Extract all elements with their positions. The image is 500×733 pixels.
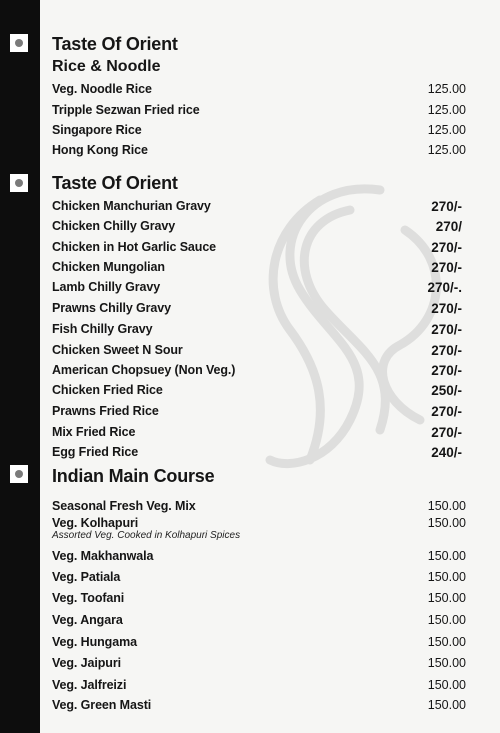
list-item xyxy=(52,103,472,123)
list-item xyxy=(52,445,472,465)
item-price: 125.00 xyxy=(427,123,466,137)
section-title: Taste Of Orient xyxy=(52,173,178,193)
list-item xyxy=(52,343,472,363)
list-item xyxy=(52,82,472,102)
item-price: 270/-. xyxy=(427,280,462,295)
list-item xyxy=(52,199,472,219)
item-price: 150.00 xyxy=(427,678,466,692)
item-name: Singapore Rice xyxy=(52,123,142,137)
item-name: Veg. Jalfreizi xyxy=(52,678,127,692)
item-name: Chicken in Hot Garlic Sauce xyxy=(52,240,217,254)
item-price: 240/- xyxy=(431,445,462,460)
list-item xyxy=(52,656,472,676)
list-item xyxy=(52,280,472,300)
list-item xyxy=(52,698,472,718)
section-title: Indian Main Course xyxy=(52,466,215,486)
item-price: 150.00 xyxy=(427,516,466,530)
list-item xyxy=(52,613,472,633)
item-price: 150.00 xyxy=(427,613,466,627)
item-name: Chicken Manchurian Gravy xyxy=(52,199,211,213)
item-name: Veg. Noodle Rice xyxy=(52,82,152,96)
item-price: 150.00 xyxy=(427,656,466,670)
list-item xyxy=(52,322,472,342)
section-subtitle: Rice & Noodle xyxy=(52,58,161,75)
list-item xyxy=(52,516,472,544)
list-item xyxy=(52,123,472,143)
item-name: Tripple Sezwan Fried rice xyxy=(52,103,200,117)
item-price: 150.00 xyxy=(427,549,466,563)
list-item xyxy=(52,425,472,445)
item-price: 270/- xyxy=(431,425,462,440)
item-price: 270/- xyxy=(431,404,462,419)
item-name: Mix Fried Rice xyxy=(52,425,136,439)
item-name: Chicken Sweet N Sour xyxy=(52,343,183,357)
item-description: Assorted Veg. Cooked in Kolhapuri Spices xyxy=(52,530,241,541)
item-name: Chicken Fried Rice xyxy=(52,383,163,397)
item-name: Chicken Chilly Gravy xyxy=(52,219,176,233)
list-item xyxy=(52,383,472,403)
list-item xyxy=(52,143,472,163)
item-price: 125.00 xyxy=(427,103,466,117)
item-name: Veg. Kolhapuri xyxy=(52,516,139,530)
list-item xyxy=(52,635,472,655)
item-price: 150.00 xyxy=(427,591,466,605)
item-price: 270/- xyxy=(431,343,462,358)
menu-spine xyxy=(0,0,40,733)
list-item xyxy=(52,678,472,698)
item-name: Hong Kong Rice xyxy=(52,143,148,157)
item-price: 150.00 xyxy=(427,499,466,513)
item-name: Veg. Angara xyxy=(52,613,123,627)
item-name: Veg. Hungama xyxy=(52,635,137,649)
item-price: 270/- xyxy=(431,322,462,337)
item-price: 250/- xyxy=(431,383,462,398)
item-name: Veg. Patiala xyxy=(52,570,121,584)
item-price: 270/ xyxy=(435,219,462,234)
item-price: 150.00 xyxy=(427,698,466,712)
item-name: Veg. Jaipuri xyxy=(52,656,121,670)
item-price: 125.00 xyxy=(427,82,466,96)
item-name: Veg. Green Masti xyxy=(52,698,152,712)
item-price: 150.00 xyxy=(427,570,466,584)
item-price: 125.00 xyxy=(427,143,466,157)
item-price: 270/- xyxy=(431,240,462,255)
list-item xyxy=(52,404,472,424)
list-item xyxy=(52,219,472,239)
list-item xyxy=(52,549,472,569)
list-item xyxy=(52,240,472,260)
item-price: 270/- xyxy=(431,363,462,378)
item-name: Chicken Mungolian xyxy=(52,260,165,274)
list-item xyxy=(52,570,472,590)
item-name: Veg. Toofani xyxy=(52,591,125,605)
section-title: Taste Of Orient xyxy=(52,34,178,54)
item-price: 270/- xyxy=(431,301,462,316)
list-item xyxy=(52,363,472,383)
item-name: Prawns Fried Rice xyxy=(52,404,159,418)
item-price: 270/- xyxy=(431,199,462,214)
list-item xyxy=(52,591,472,611)
item-name: Fish Chilly Gravy xyxy=(52,322,153,336)
item-name: Veg. Makhanwala xyxy=(52,549,154,563)
square-bullet-icon xyxy=(10,174,28,192)
item-name: American Chopsuey (Non Veg.) xyxy=(52,363,236,377)
item-name: Seasonal Fresh Veg. Mix xyxy=(52,499,196,513)
square-bullet-icon xyxy=(10,465,28,483)
item-price: 150.00 xyxy=(427,635,466,649)
list-item xyxy=(52,260,472,280)
item-name: Prawns Chilly Gravy xyxy=(52,301,171,315)
item-price: 270/- xyxy=(431,260,462,275)
square-bullet-icon xyxy=(10,34,28,52)
item-name: Egg Fried Rice xyxy=(52,445,139,459)
item-name: Lamb Chilly Gravy xyxy=(52,280,161,294)
list-item xyxy=(52,301,472,321)
